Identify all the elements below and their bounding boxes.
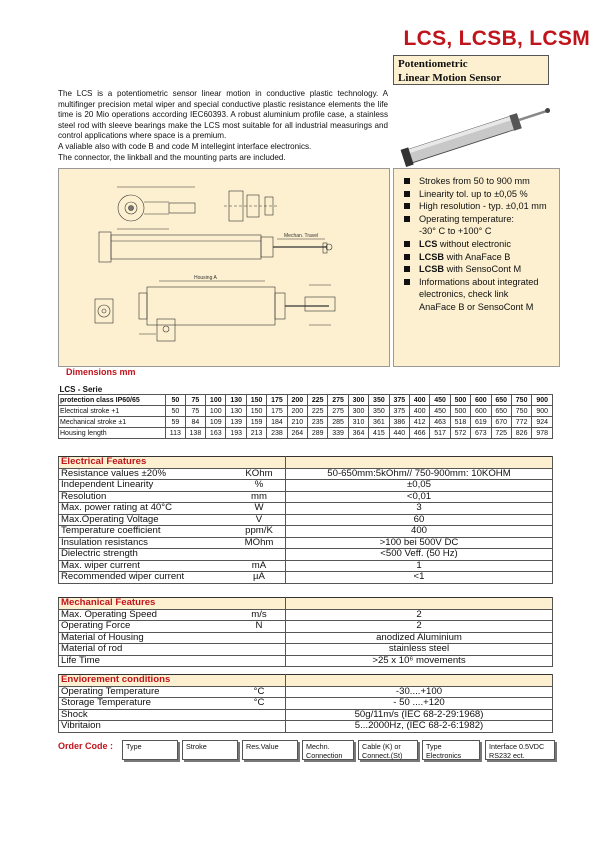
square-bullet-icon <box>404 216 410 222</box>
stroke-header-cell: 175 <box>267 395 287 406</box>
spec-unit: W <box>233 503 286 515</box>
spec-row <box>59 537 553 549</box>
order-code-box <box>358 740 418 760</box>
subtitle-line-1: Potentiometric <box>398 58 468 70</box>
stroke-header-cell: 900 <box>532 395 553 406</box>
dimensions-cell: 619 <box>471 417 491 428</box>
dimensions-cell: 130 <box>226 406 246 417</box>
product-subtitle-box <box>393 55 549 85</box>
feature-item: Operating temperature: <box>404 213 559 226</box>
feature-item: AnaFace B or SensoCont M <box>419 301 534 312</box>
order-box-line1: Cable (K) or <box>362 742 401 751</box>
section-title: Enviorement conditions <box>59 675 286 687</box>
dimensions-row <box>59 406 553 417</box>
spec-name: Shock <box>59 709 234 721</box>
stroke-header-cell: 450 <box>430 395 450 406</box>
dimensions-cell: 440 <box>389 428 409 439</box>
dimensions-cell: 772 <box>511 417 531 428</box>
spec-unit: V <box>233 514 286 526</box>
feature-item: Informations about integrated <box>404 276 559 289</box>
dimensions-cell: 238 <box>267 428 287 439</box>
spec-value: ±0,05 <box>286 480 553 492</box>
label-housing: Housing A <box>194 275 217 281</box>
order-box-line1: Interface 0.5VDC <box>489 742 545 751</box>
square-bullet-icon <box>404 191 410 197</box>
order-box-line2: Electronics <box>426 751 462 760</box>
stroke-header-cell: 150 <box>246 395 266 406</box>
dimensions-cell: 193 <box>226 428 246 439</box>
order-code-box <box>302 740 354 760</box>
dimensions-cell: 750 <box>511 406 531 417</box>
stroke-header-cell: 50 <box>166 395 186 406</box>
spec-row <box>59 632 553 644</box>
spec-value: anodized Aluminium <box>286 632 553 644</box>
dimensions-cell: 600 <box>471 406 491 417</box>
stroke-header-cell: 75 <box>185 395 205 406</box>
spec-name: Independent Linearity <box>59 480 234 492</box>
feature-item: -30° C to +100° C <box>419 226 492 237</box>
dimensions-cell: 339 <box>328 428 348 439</box>
dimensions-cell: 670 <box>491 417 511 428</box>
spec-row <box>59 644 553 656</box>
features-panel <box>393 168 560 367</box>
spec-unit: N <box>233 621 286 633</box>
spec-value: 1 <box>286 560 553 572</box>
section-header-spacer <box>286 457 553 469</box>
order-code-label: Order Code : <box>58 741 114 751</box>
spec-name: Vibritaion <box>59 721 234 733</box>
spec-name: Max. power rating at 40°C <box>59 503 234 515</box>
dimensions-cell: 113 <box>166 428 186 439</box>
spec-unit: mA <box>233 560 286 572</box>
dimensions-cell: 500 <box>450 406 470 417</box>
dimensions-cell: 517 <box>430 428 450 439</box>
spec-value: 3 <box>286 503 553 515</box>
dimensions-cell: 275 <box>328 406 348 417</box>
feature-bold-prefix: LCS <box>419 238 438 249</box>
order-code-box <box>242 740 298 760</box>
order-code-box <box>122 740 178 760</box>
spec-unit <box>233 709 286 721</box>
order-box-line1: Type <box>426 742 442 751</box>
sensor-product-image <box>395 88 555 168</box>
dimensions-cell: 375 <box>389 406 409 417</box>
square-bullet-icon <box>404 178 410 184</box>
dimensions-cell: 285 <box>328 417 348 428</box>
dimensions-cell: 673 <box>471 428 491 439</box>
environment-conditions-table <box>58 674 553 733</box>
stroke-header-cell: 750 <box>511 395 531 406</box>
stroke-header-cell: 300 <box>348 395 368 406</box>
dimensions-cell: 450 <box>430 406 450 417</box>
stroke-header-cell: 375 <box>389 395 409 406</box>
dimensions-cell: 900 <box>532 406 553 417</box>
spec-row <box>59 709 553 721</box>
spec-unit: µA <box>233 572 286 584</box>
section-title: Electrical Features <box>59 457 286 469</box>
spec-value: 5...2000Hz, (IEC 68-2-6:1982) <box>286 721 553 733</box>
spec-name: Material of Housing <box>59 632 234 644</box>
spec-name: Insulation resistancs <box>59 537 234 549</box>
dimensions-cell: 463 <box>430 417 450 428</box>
spec-unit: MOhm <box>233 537 286 549</box>
spec-row <box>59 549 553 561</box>
electrical-section-header <box>59 457 553 469</box>
dimensions-cell: 184 <box>267 417 287 428</box>
dimensions-cell: 150 <box>246 406 266 417</box>
spec-row <box>59 560 553 572</box>
series-title: LCS - Serie <box>59 384 103 394</box>
spec-unit: mm <box>233 491 286 503</box>
spec-name: Dielectric strength <box>59 549 234 561</box>
label-mechanic-travel: Mechan. Travel <box>284 233 319 239</box>
electrical-features-table <box>58 456 553 584</box>
order-box-line2: Connection <box>306 751 343 760</box>
dimensions-cell: 175 <box>267 406 287 417</box>
spec-row <box>59 609 553 621</box>
dimensions-cell: 361 <box>369 417 389 428</box>
spec-value: stainless steel <box>286 644 553 656</box>
order-code-box <box>182 740 238 760</box>
order-code-box <box>485 740 555 760</box>
dimensions-row-label: Housing length <box>59 428 166 439</box>
spec-row <box>59 468 553 480</box>
spec-unit: ppm/K <box>233 526 286 538</box>
dimensions-cell: 466 <box>409 428 429 439</box>
spec-value: 2 <box>286 609 553 621</box>
dimensions-row <box>59 428 553 439</box>
feature-item: LCSB with SensoCont M <box>404 263 559 276</box>
description-para-2: A valiable also with code B and code M intellegint interface electronics. <box>58 141 312 151</box>
dimensions-cell: 138 <box>185 428 205 439</box>
dimensions-cell: 650 <box>491 406 511 417</box>
spec-unit: KOhm <box>233 468 286 480</box>
mechanical-section-header <box>59 598 553 610</box>
spec-unit: m/s <box>233 609 286 621</box>
spec-value: >100 bei 500V DC <box>286 537 553 549</box>
spec-value: <1 <box>286 572 553 584</box>
spec-name: Material of rod <box>59 644 234 656</box>
section-header-spacer <box>286 675 553 687</box>
dimensions-cell: 400 <box>409 406 429 417</box>
dimensions-cell: 109 <box>206 417 226 428</box>
spec-row <box>59 480 553 492</box>
spec-value: -30....+100 <box>286 686 553 698</box>
feature-item: electronics, check link <box>419 289 509 300</box>
spec-value: 400 <box>286 526 553 538</box>
feature-item: LCSB with AnaFace B <box>404 251 559 264</box>
square-bullet-icon <box>404 241 410 247</box>
protection-class-label: protection class IP60/65 <box>59 395 166 406</box>
spec-value: 50-650mm:5kOhm// 750-900mm: 10KOHM <box>286 468 553 480</box>
spec-row <box>59 655 553 667</box>
section-title: Mechanical Features <box>59 598 286 610</box>
order-box-line1: Stroke <box>186 742 207 751</box>
order-box-line1: Res.Value <box>246 742 279 751</box>
dimensions-cell: 59 <box>166 417 186 428</box>
order-box-line2: RS232 ect. <box>489 751 525 760</box>
spec-unit <box>233 549 286 561</box>
spec-name: Resistance values ±20% <box>59 468 234 480</box>
spec-row <box>59 491 553 503</box>
stroke-header-cell: 275 <box>328 395 348 406</box>
spec-name: Temperature coefficient <box>59 526 234 538</box>
spec-value: <0,01 <box>286 491 553 503</box>
dimensions-header-row <box>59 395 553 406</box>
stroke-header-cell: 600 <box>471 395 491 406</box>
spec-value: 60 <box>286 514 553 526</box>
square-bullet-icon <box>404 279 410 285</box>
spec-name: Operating Temperature <box>59 686 234 698</box>
dimensions-cell: 289 <box>308 428 328 439</box>
dimensions-cell: 235 <box>308 417 328 428</box>
dimensions-cell: 75 <box>185 406 205 417</box>
spec-unit: °C <box>233 686 286 698</box>
spec-unit <box>233 655 286 667</box>
dimensions-cell: 100 <box>206 406 226 417</box>
spec-name: Max.Operating Voltage <box>59 514 234 526</box>
order-box-line1: Type <box>126 742 142 751</box>
product-description <box>58 89 388 163</box>
dimensions-row <box>59 417 553 428</box>
dimensions-label: Dimensions mm <box>66 367 136 377</box>
spec-row <box>59 503 553 515</box>
feature-item: Linearity tol. up to ±0,05 % <box>404 188 559 201</box>
spec-unit: °C <box>233 698 286 710</box>
spec-value: 50g/11m/s (IEC 68-2-29:1968) <box>286 709 553 721</box>
dimensions-cell: 159 <box>246 417 266 428</box>
dimensions-cell: 826 <box>511 428 531 439</box>
dimensions-cell: 84 <box>185 417 205 428</box>
feature-bold-prefix: LCSB <box>419 264 445 275</box>
dimensions-cell: 978 <box>532 428 553 439</box>
subtitle-line-2: Linear Motion Sensor <box>398 72 502 84</box>
dimensions-row-label: Mechanical stroke ±1 <box>59 417 166 428</box>
technical-drawing-panel <box>58 168 390 367</box>
dimensions-cell: 412 <box>409 417 429 428</box>
dimensions-cell: 518 <box>450 417 470 428</box>
spec-name: Recommended wiper current <box>59 572 234 584</box>
description-para-1: The LCS is a potentiometric sensor linear motion in conductive plastic technology. A multifinger precision metal wiper and special conductive plastic resistance elements the life time is 20 Mio operations according IEC60393. A robust aluminium profile case, a stainless steel rod with sleeve bearings make the LCS most suitable for all industrial measurings and control applications where space is a premium. <box>58 89 388 141</box>
square-bullet-icon <box>404 203 410 209</box>
spec-name: Storage Temperature <box>59 698 234 710</box>
dimensions-cell: 213 <box>246 428 266 439</box>
stroke-header-cell: 130 <box>226 395 246 406</box>
stroke-header-cell: 225 <box>308 395 328 406</box>
order-box-line1: Mechn. <box>306 742 330 751</box>
technical-drawing <box>59 169 389 366</box>
dimensions-cell: 924 <box>532 417 553 428</box>
stroke-header-cell: 500 <box>450 395 470 406</box>
dimensions-cell: 200 <box>287 406 307 417</box>
dimensions-cell: 364 <box>348 428 368 439</box>
dimensions-cell: 264 <box>287 428 307 439</box>
dimensions-cell: 210 <box>287 417 307 428</box>
dimensions-cell: 386 <box>389 417 409 428</box>
dimensions-cell: 310 <box>348 417 368 428</box>
stroke-header-cell: 350 <box>369 395 389 406</box>
stroke-header-cell: 100 <box>206 395 226 406</box>
spec-unit <box>233 644 286 656</box>
product-title: LCS, LCSB, LCSM <box>403 27 590 50</box>
mechanical-features-table <box>58 597 553 667</box>
feature-item: Strokes from 50 to 900 mm <box>404 175 559 188</box>
spec-unit <box>233 632 286 644</box>
spec-row <box>59 526 553 538</box>
square-bullet-icon <box>404 254 410 260</box>
dimensions-cell: 572 <box>450 428 470 439</box>
spec-unit <box>233 721 286 733</box>
feature-item: LCS without electronic <box>404 238 559 251</box>
dimensions-cell: 163 <box>206 428 226 439</box>
spec-name: Max. Operating Speed <box>59 609 234 621</box>
spec-row <box>59 698 553 710</box>
features-list <box>394 169 559 314</box>
feature-bold-prefix: LCSB <box>419 251 445 262</box>
stroke-header-cell: 400 <box>409 395 429 406</box>
dimensions-cell: 225 <box>308 406 328 417</box>
dimensions-cell: 300 <box>348 406 368 417</box>
spec-row <box>59 721 553 733</box>
feature-item: High resolution - typ. ±0,01 mm <box>404 200 559 213</box>
spec-name: Life Time <box>59 655 234 667</box>
dimensions-table <box>58 384 553 439</box>
spec-unit: % <box>233 480 286 492</box>
description-para-3: The connector, the linkball and the mounting parts are included. <box>58 152 286 162</box>
spec-row <box>59 572 553 584</box>
dimensions-cell: 50 <box>166 406 186 417</box>
environment-section-header <box>59 675 553 687</box>
spec-name: Operating Force <box>59 621 234 633</box>
spec-value: <500 Veff. (50 Hz) <box>286 549 553 561</box>
spec-value: >25 x 10⁶ movements <box>286 655 553 667</box>
spec-row <box>59 686 553 698</box>
spec-name: Resolution <box>59 491 234 503</box>
dimensions-row-label: Electrical stroke +1 <box>59 406 166 417</box>
spec-value: 2 <box>286 621 553 633</box>
order-code-box <box>422 740 480 760</box>
spec-value: - 50 ....+120 <box>286 698 553 710</box>
stroke-header-cell: 200 <box>287 395 307 406</box>
dimensions-cell: 350 <box>369 406 389 417</box>
spec-row <box>59 621 553 633</box>
section-header-spacer <box>286 598 553 610</box>
spec-name: Max. wiper current <box>59 560 234 572</box>
order-box-line2: Connect.(St) <box>362 751 403 760</box>
dimensions-series-row <box>59 384 553 395</box>
stroke-header-cell: 650 <box>491 395 511 406</box>
dimensions-cell: 415 <box>369 428 389 439</box>
square-bullet-icon <box>404 266 410 272</box>
spec-row <box>59 514 553 526</box>
dimensions-cell: 725 <box>491 428 511 439</box>
dimensions-cell: 139 <box>226 417 246 428</box>
